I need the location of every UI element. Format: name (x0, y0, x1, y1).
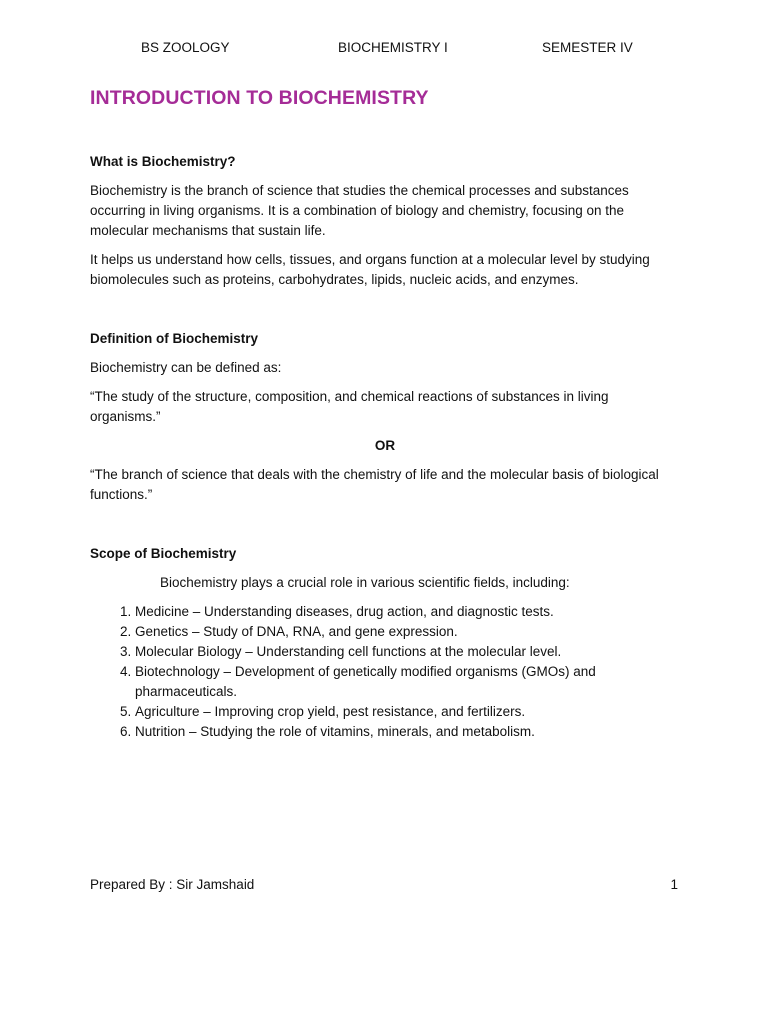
list-item: 1. Medicine – Understanding diseases, drug action, and diagnostic tests. (135, 602, 680, 622)
paragraph: Biochemistry can be defined as: (90, 360, 282, 375)
list-item: 6. Nutrition – Studying the role of vitamins, minerals, and metabolism. (135, 722, 680, 742)
section-definition (90, 329, 680, 505)
footer-author: Prepared By : Sir Jamshaid (90, 877, 255, 892)
document-body (90, 86, 680, 742)
list-item: 5. Agriculture – Improving crop yield, pest resistance, and fertilizers. (135, 702, 680, 722)
definition-quote: “The branch of science that deals with the chemistry of life and the molecular basis of biological functions.” (90, 467, 659, 502)
header-course: BIOCHEMISTRY I (338, 40, 448, 55)
paragraph: Biochemistry plays a crucial role in various scientific fields, including: (160, 575, 570, 590)
list-item: 4. Biotechnology – Development of genetically modified organisms (GMOs) and pharmaceuticals. (135, 662, 680, 702)
header-program: BS ZOOLOGY (141, 40, 230, 55)
list-item: 2. Genetics – Study of DNA, RNA, and gene expression. (135, 622, 680, 642)
page-header (0, 40, 768, 60)
section-what-is (90, 152, 680, 290)
spacer (90, 514, 680, 544)
page-title: INTRODUCTION TO BIOCHEMISTRY (90, 87, 429, 109)
section-heading: Scope of Biochemistry (90, 546, 237, 561)
section-heading: What is Biochemistry? (90, 154, 236, 169)
scope-list (90, 602, 680, 742)
header-semester: SEMESTER IV (542, 40, 633, 55)
page-number: 1 (670, 877, 678, 892)
section-scope (90, 544, 680, 742)
list-item: 3. Molecular Biology – Understanding cell functions at the molecular level. (135, 642, 680, 662)
section-heading: Definition of Biochemistry (90, 331, 259, 346)
definition-quote: “The study of the structure, composition, and chemical reactions of substances in living organisms.” (90, 389, 609, 424)
paragraph: It helps us understand how cells, tissues, and organs function at a molecular level by studying biomolecules such as proteins, carbohydrates, lipids, nucleic acids, and enzymes. (90, 252, 650, 287)
page-footer (90, 877, 678, 897)
or-separator: OR (374, 438, 396, 453)
paragraph: Biochemistry is the branch of science that studies the chemical processes and substances occurring in living organisms. It is a combination of biology and chemistry, focusing on the molecular mechanisms that sustain life. (90, 183, 629, 238)
spacer (90, 299, 680, 329)
